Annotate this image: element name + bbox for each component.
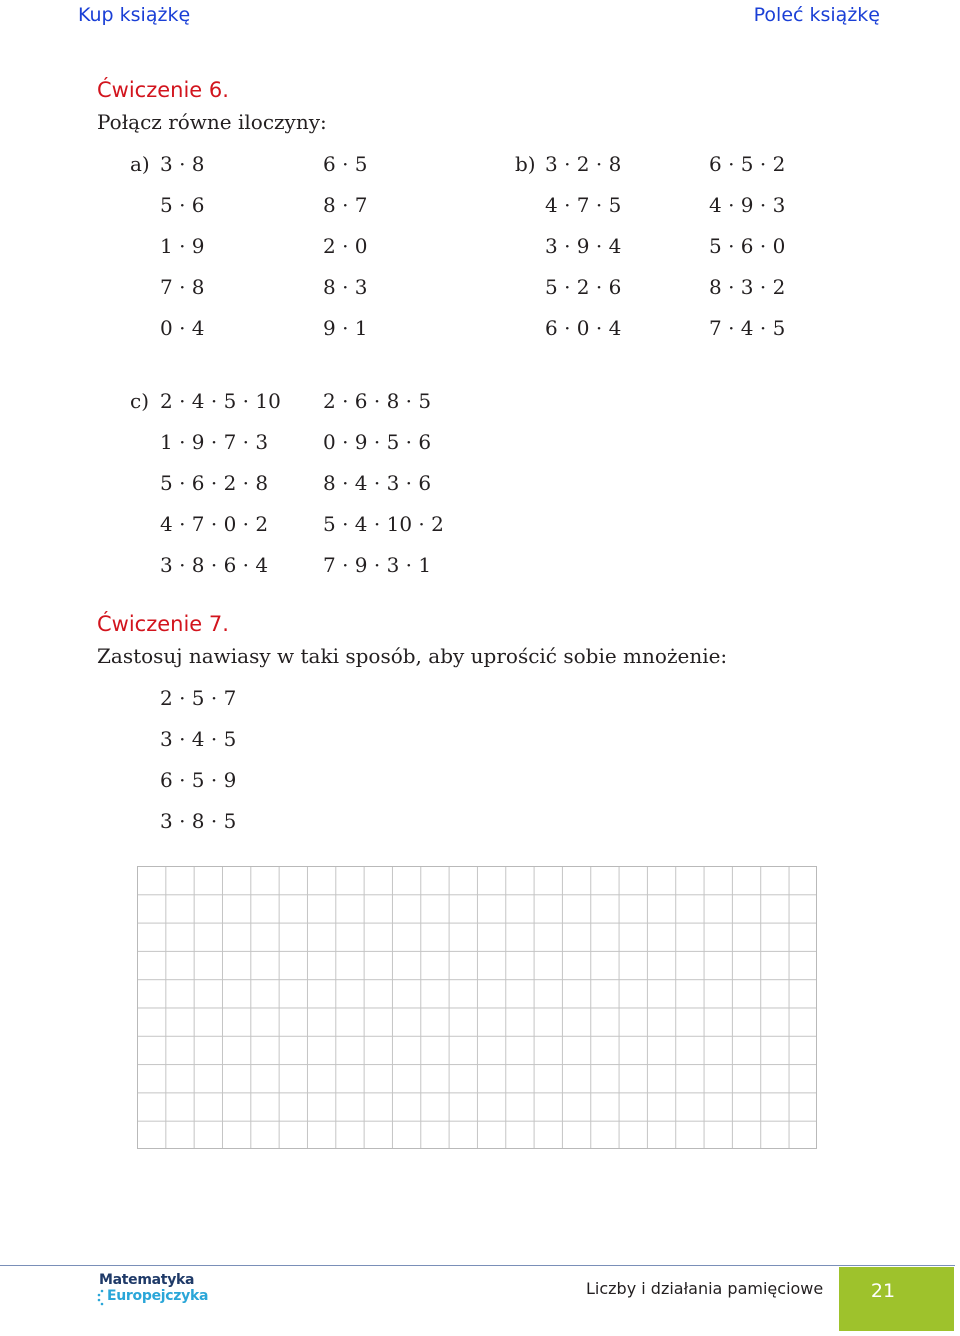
part-b-left-item: 3 · 2 · 8 bbox=[545, 152, 622, 176]
part-c-right-item: 8 · 4 · 3 · 6 bbox=[323, 471, 432, 495]
exercise-6-title: Ćwiczenie 6. bbox=[97, 78, 229, 102]
exercise-7-item: 3 · 8 · 5 bbox=[160, 809, 237, 833]
exercise-7-item: 3 · 4 · 5 bbox=[160, 727, 237, 751]
part-a-right-item: 8 · 3 bbox=[323, 275, 368, 299]
part-c-right-item: 0 · 9 · 5 · 6 bbox=[323, 430, 432, 454]
part-c-left-item: 2 · 4 · 5 · 10 bbox=[160, 389, 281, 413]
page-number: 21 bbox=[870, 1280, 896, 1302]
part-a-right-item: 6 · 5 bbox=[323, 152, 368, 176]
part-a-label: a) bbox=[130, 152, 150, 176]
part-c-right-item: 5 · 4 · 10 · 2 bbox=[323, 512, 444, 536]
exercise-7-instruction: Zastosuj nawiasy w taki sposób, aby uprościć sobie mnożenie: bbox=[97, 644, 728, 668]
stars-icon bbox=[97, 1288, 107, 1306]
publisher-logo bbox=[97, 1272, 209, 1312]
part-b-left-item: 4 · 7 · 5 bbox=[545, 193, 622, 217]
part-c-label: c) bbox=[130, 389, 150, 413]
part-c-left-item: 4 · 7 · 0 · 2 bbox=[160, 512, 269, 536]
logo-line-2: Europejczyka bbox=[107, 1288, 209, 1304]
part-a-left-item: 7 · 8 bbox=[160, 275, 205, 299]
part-b-left-item: 5 · 2 · 6 bbox=[545, 275, 622, 299]
recommend-book-link[interactable]: Poleć książkę bbox=[753, 4, 880, 26]
part-b-left-item: 6 · 0 · 4 bbox=[545, 316, 622, 340]
part-b-label: b) bbox=[515, 152, 536, 176]
part-c-left-item: 1 · 9 · 7 · 3 bbox=[160, 430, 269, 454]
part-b-left-item: 3 · 9 · 4 bbox=[545, 234, 622, 258]
part-a-right-item: 8 · 7 bbox=[323, 193, 368, 217]
part-a-left-item: 0 · 4 bbox=[160, 316, 205, 340]
part-b-right-item: 7 · 4 · 5 bbox=[709, 316, 786, 340]
part-b-right-item: 5 · 6 · 0 bbox=[709, 234, 786, 258]
exercise-7-item: 2 · 5 · 7 bbox=[160, 686, 237, 710]
part-c-left-item: 3 · 8 · 6 · 4 bbox=[160, 553, 269, 577]
part-c-right-item: 2 · 6 · 8 · 5 bbox=[323, 389, 432, 413]
part-b-right-item: 4 · 9 · 3 bbox=[709, 193, 786, 217]
part-a-right-item: 9 · 1 bbox=[323, 316, 368, 340]
buy-book-link[interactable]: Kup książkę bbox=[78, 4, 191, 26]
page-number-box bbox=[839, 1267, 954, 1331]
part-c-right-item: 7 · 9 · 3 · 1 bbox=[323, 553, 432, 577]
part-c-left-item: 5 · 6 · 2 · 8 bbox=[160, 471, 269, 495]
exercise-6-instruction: Połącz równe iloczyny: bbox=[97, 110, 327, 134]
part-a-left-item: 3 · 8 bbox=[160, 152, 205, 176]
section-title: Liczby i działania pamięciowe bbox=[586, 1279, 824, 1298]
logo-line-1: Matematyka bbox=[99, 1272, 195, 1288]
exercise-7-item: 6 · 5 · 9 bbox=[160, 768, 237, 792]
part-b-right-item: 8 · 3 · 2 bbox=[709, 275, 786, 299]
squared-answer-grid bbox=[137, 866, 817, 1149]
part-a-right-item: 2 · 0 bbox=[323, 234, 368, 258]
exercise-7-title: Ćwiczenie 7. bbox=[97, 612, 229, 636]
part-a-left-item: 5 · 6 bbox=[160, 193, 205, 217]
part-b-right-item: 6 · 5 · 2 bbox=[709, 152, 786, 176]
part-a-left-item: 1 · 9 bbox=[160, 234, 205, 258]
